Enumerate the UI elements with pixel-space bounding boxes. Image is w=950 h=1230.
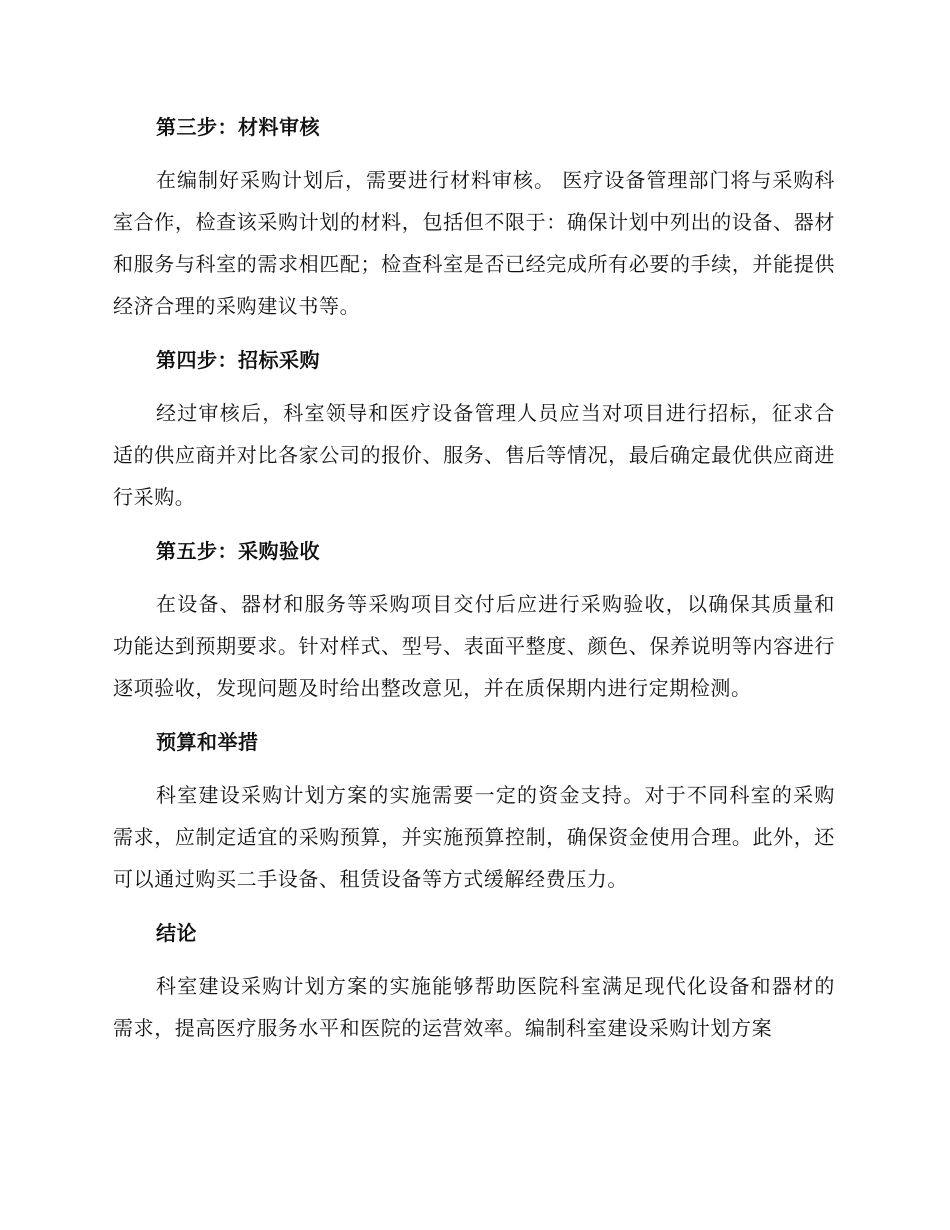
- section-heading-step5: 第五步：采购验收: [156, 539, 320, 563]
- section-heading-budget: 预算和举措: [156, 730, 259, 754]
- section-paragraph-conclusion: 科室建设采购计划方案的实施能够帮助医院科室满足现代化设备和器材的需求，提高医疗服务水平和医院的运营效率。编制科室建设采购计划方案: [113, 974, 835, 1040]
- section-paragraph-budget: 科室建设采购计划方案的实施需要一定的资金支持。对于不同科室的采购需求，应制定适宜的采购预算，并实施预算控制，确保资金使用合理。此外，还可以通过购买二手设备、租赁设备等方式缓解经费压力。: [113, 783, 835, 891]
- document-body: [113, 106, 835, 1049]
- section-heading-step4: 第四步：招标采购: [156, 348, 320, 372]
- section-paragraph-step3: 在编制好采购计划后，需要进行材料审核。 医疗设备管理部门将与采购科室合作，检查该采购计划的材料，包括但不限于：确保计划中列出的设备、器材和服务与科室的需求相匹配；检查科室是否已经完成所有必要的手续，并能提供经济合理的采购建议书等。: [113, 168, 835, 318]
- section-heading-conclusion: 结论: [156, 921, 197, 945]
- section-paragraph-step5: 在设备、器材和服务等采购项目交付后应进行采购验收，以确保其质量和功能达到预期要求。针对样式、型号、表面平整度、颜色、保养说明等内容进行逐项验收，发现问题及时给出整改意见，并在质保期内进行定期检测。: [113, 592, 835, 700]
- section-paragraph-step4: 经过审核后，科室领导和医疗设备管理人员应当对项目进行招标，征求合适的供应商并对比各家公司的报价、服务、售后等情况，最后确定最优供应商进行采购。: [113, 401, 835, 509]
- section-heading-step3: 第三步：材料审核: [156, 115, 320, 139]
